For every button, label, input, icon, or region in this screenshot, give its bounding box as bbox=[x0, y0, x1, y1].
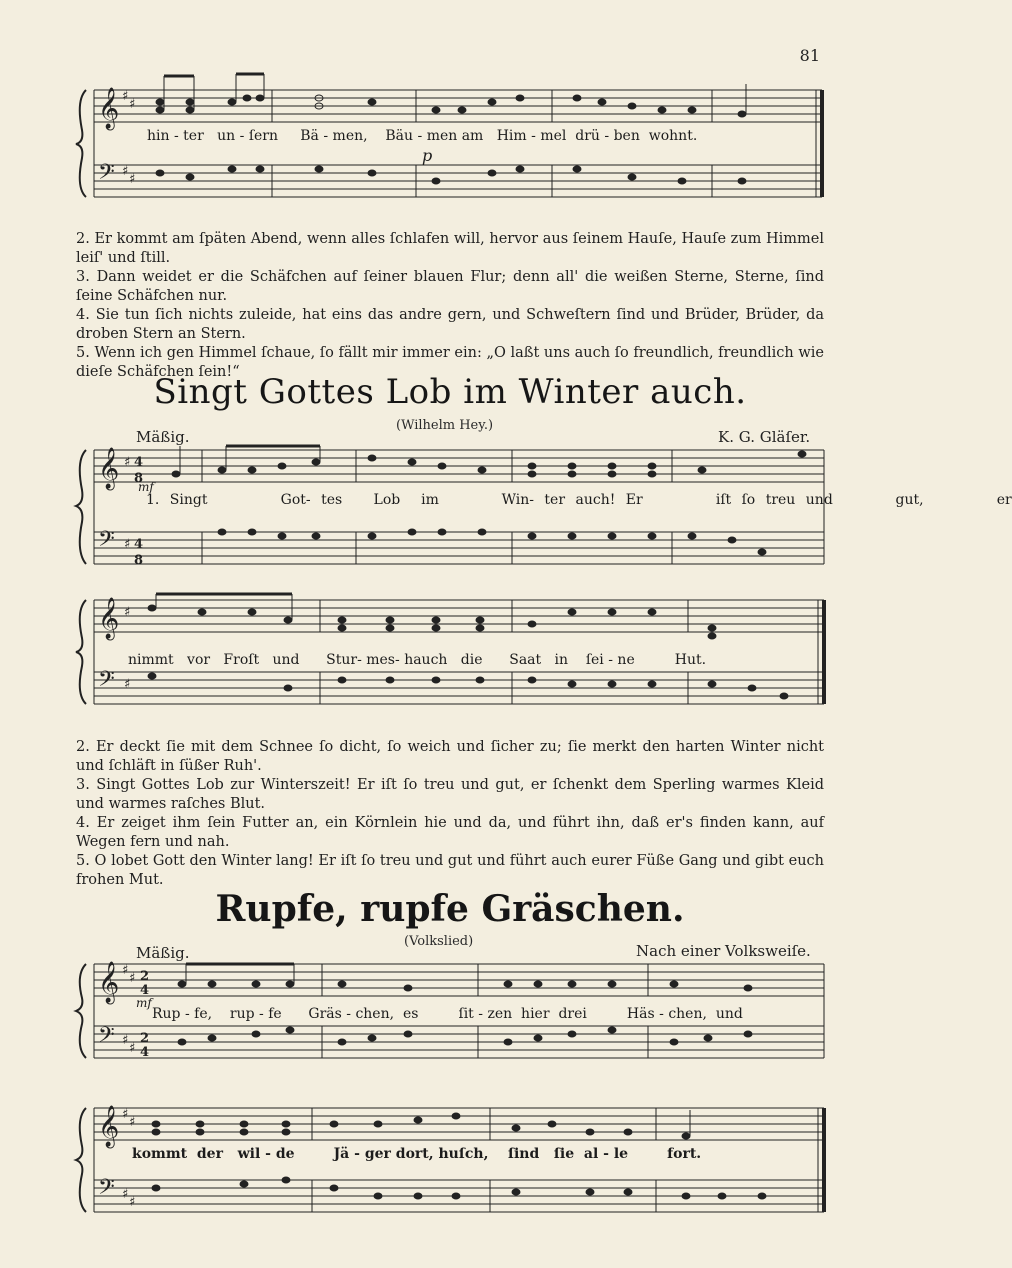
song3-staff-graphics-2 bbox=[72, 1096, 832, 1236]
svg-text:♯: ♯ bbox=[129, 1115, 136, 1130]
song2-staff-graphics-1 bbox=[72, 440, 832, 580]
song3-title: Rupfe, rupfe Gräschen. bbox=[215, 888, 685, 930]
song1-staff-graphics bbox=[72, 70, 832, 220]
verse: 2. Er deckt ſie mit dem Schnee ſo dicht, ſo weich und ſicher zu; ſie merkt den harten Winter nicht und ſchläft in ſüßer Ruh'. bbox=[76, 739, 824, 774]
time-sig-bottom: 8 bbox=[134, 471, 144, 486]
song1-verses bbox=[76, 230, 824, 382]
verse: 4. Sie tun ſich nichts zuleide, hat eins das andre gern, und Schweſtern ſind und Brüder, Brüder, da droben Stern an Stern. bbox=[76, 307, 824, 342]
song3-lyrics-line-2: kommt der wil - de Jä - ger dort, huſch, ſind ſie al - le fort. bbox=[132, 1146, 702, 1162]
svg-text:𝄞: 𝄞 bbox=[98, 598, 120, 639]
song2-system-2 bbox=[72, 590, 832, 720]
song1-dynamic-mark: p bbox=[422, 146, 433, 165]
svg-text:𝄢: 𝄢 bbox=[98, 527, 115, 557]
time-sig-bottom-bass: 4 bbox=[140, 1045, 150, 1060]
svg-text:♯: ♯ bbox=[129, 971, 136, 986]
song3-tempo: Mäßig. bbox=[136, 944, 190, 962]
svg-text:♯: ♯ bbox=[122, 1187, 129, 1202]
time-sig-top-bass: 4 bbox=[134, 537, 144, 552]
time-sig-top-bass: 2 bbox=[140, 1031, 150, 1046]
svg-text:𝄢: 𝄢 bbox=[98, 1023, 115, 1053]
svg-text:♯: ♯ bbox=[122, 1033, 129, 1048]
song2-title: Singt Gottes Lob im Winter auch. bbox=[153, 372, 747, 412]
svg-text:𝄞: 𝄞 bbox=[98, 1106, 120, 1147]
svg-text:𝄞: 𝄞 bbox=[98, 962, 120, 1003]
song1-lyrics-line: hin - ter un - ſern Bä - men, Bäu - men am Him - mel drü - ben wohnt. bbox=[147, 128, 698, 144]
svg-text:𝄢: 𝄢 bbox=[98, 1175, 115, 1205]
svg-text:𝄞: 𝄞 bbox=[98, 88, 120, 129]
verse: 2. Er kommt am ſpäten Abend, wenn alles ſchlafen will, hervor aus ſeinem Hauſe, Hauſe zum Himmel leiſ' und ſtill. bbox=[76, 231, 824, 266]
svg-text:♯: ♯ bbox=[129, 1195, 136, 1210]
song3-system-1 bbox=[72, 958, 832, 1088]
verse: 3. Dann weidet er die Schäfchen auf ſeiner blauen Flur; denn all' die weißen Sterne, Sterne, ſind ſeine Schäfchen nur. bbox=[76, 269, 824, 304]
time-sig-bottom: 4 bbox=[140, 983, 150, 998]
svg-text:♯: ♯ bbox=[124, 677, 131, 692]
svg-text:♯: ♯ bbox=[122, 164, 129, 179]
svg-text:♯: ♯ bbox=[122, 963, 129, 978]
page-number: 81 bbox=[799, 46, 820, 65]
song2-composer: K. G. Gläſer. bbox=[718, 428, 811, 446]
svg-text:𝄢: 𝄢 bbox=[98, 160, 115, 190]
song2-verses bbox=[76, 738, 824, 890]
time-sig-top: 4 bbox=[134, 455, 144, 470]
song3-system-2 bbox=[72, 1096, 832, 1236]
svg-text:♯: ♯ bbox=[129, 97, 136, 112]
svg-text:♯: ♯ bbox=[124, 537, 131, 552]
song2-tempo: Mäßig. bbox=[136, 428, 190, 446]
song3-lyrics-line-1: Rup - fe, rup - fe Gräs - chen, es ſit - zen hier drei Häs - chen, und bbox=[152, 1006, 743, 1022]
svg-text:♯: ♯ bbox=[124, 605, 131, 620]
time-sig-bottom-bass: 8 bbox=[134, 553, 144, 568]
song2-lyrics-line-2: nimmt vor Froſt und Stur- mes- hauch die Saat in ſei - ne Hut. bbox=[128, 652, 707, 668]
svg-text:♯: ♯ bbox=[129, 1041, 136, 1056]
svg-text:♯: ♯ bbox=[122, 1107, 129, 1122]
song3-composer: Nach einer Volksweiſe. bbox=[636, 942, 811, 960]
song1-system bbox=[72, 70, 832, 210]
song2-system-1 bbox=[72, 440, 1012, 580]
verse: 4. Er zeiget ihm ſein Futter an, ein Körnlein hie und da, und führt ihn, daß er's finden kann, auf Wegen fern und nah. bbox=[76, 815, 824, 850]
song2-lyrics-line-1: 1. Singt Got- tes Lob im Win- ter auch! Er iſt ſo treu und gut, er bbox=[146, 492, 1012, 508]
svg-text:𝄞: 𝄞 bbox=[98, 448, 120, 489]
svg-text:♯: ♯ bbox=[129, 172, 136, 187]
song2-author: (Wilhelm Hey.) bbox=[396, 418, 494, 433]
time-sig-top: 2 bbox=[140, 969, 150, 984]
lyric: hin bbox=[147, 128, 170, 144]
svg-text:♯: ♯ bbox=[122, 89, 129, 104]
svg-text:𝄢: 𝄢 bbox=[98, 667, 115, 697]
song3-author: (Volkslied) bbox=[404, 934, 474, 949]
verse: 5. O lobet Gott den Winter lang! Er iſt ſo treu und gut und führt auch eurer Füße Gang und gibt euch frohen Mut. bbox=[76, 853, 824, 888]
song3-staff-graphics-1 bbox=[72, 958, 832, 1088]
song3-dynamic-mark: mf bbox=[136, 996, 152, 1010]
verse: 5. Wenn ich gen Himmel ſchaue, ſo fällt mir immer ein: „O laßt uns auch ſo freundlich, freundlich wie dieſe Schäfchen ſein!“ bbox=[76, 345, 824, 380]
svg-text:♯: ♯ bbox=[124, 455, 131, 470]
verse: 3. Singt Gottes Lob zur Winterszeit! Er iſt ſo treu und gut, er ſchenkt dem Sperling warmes Kleid und warmes raſches Blut. bbox=[76, 777, 824, 812]
song2-dynamic-mark: mf bbox=[138, 480, 154, 494]
